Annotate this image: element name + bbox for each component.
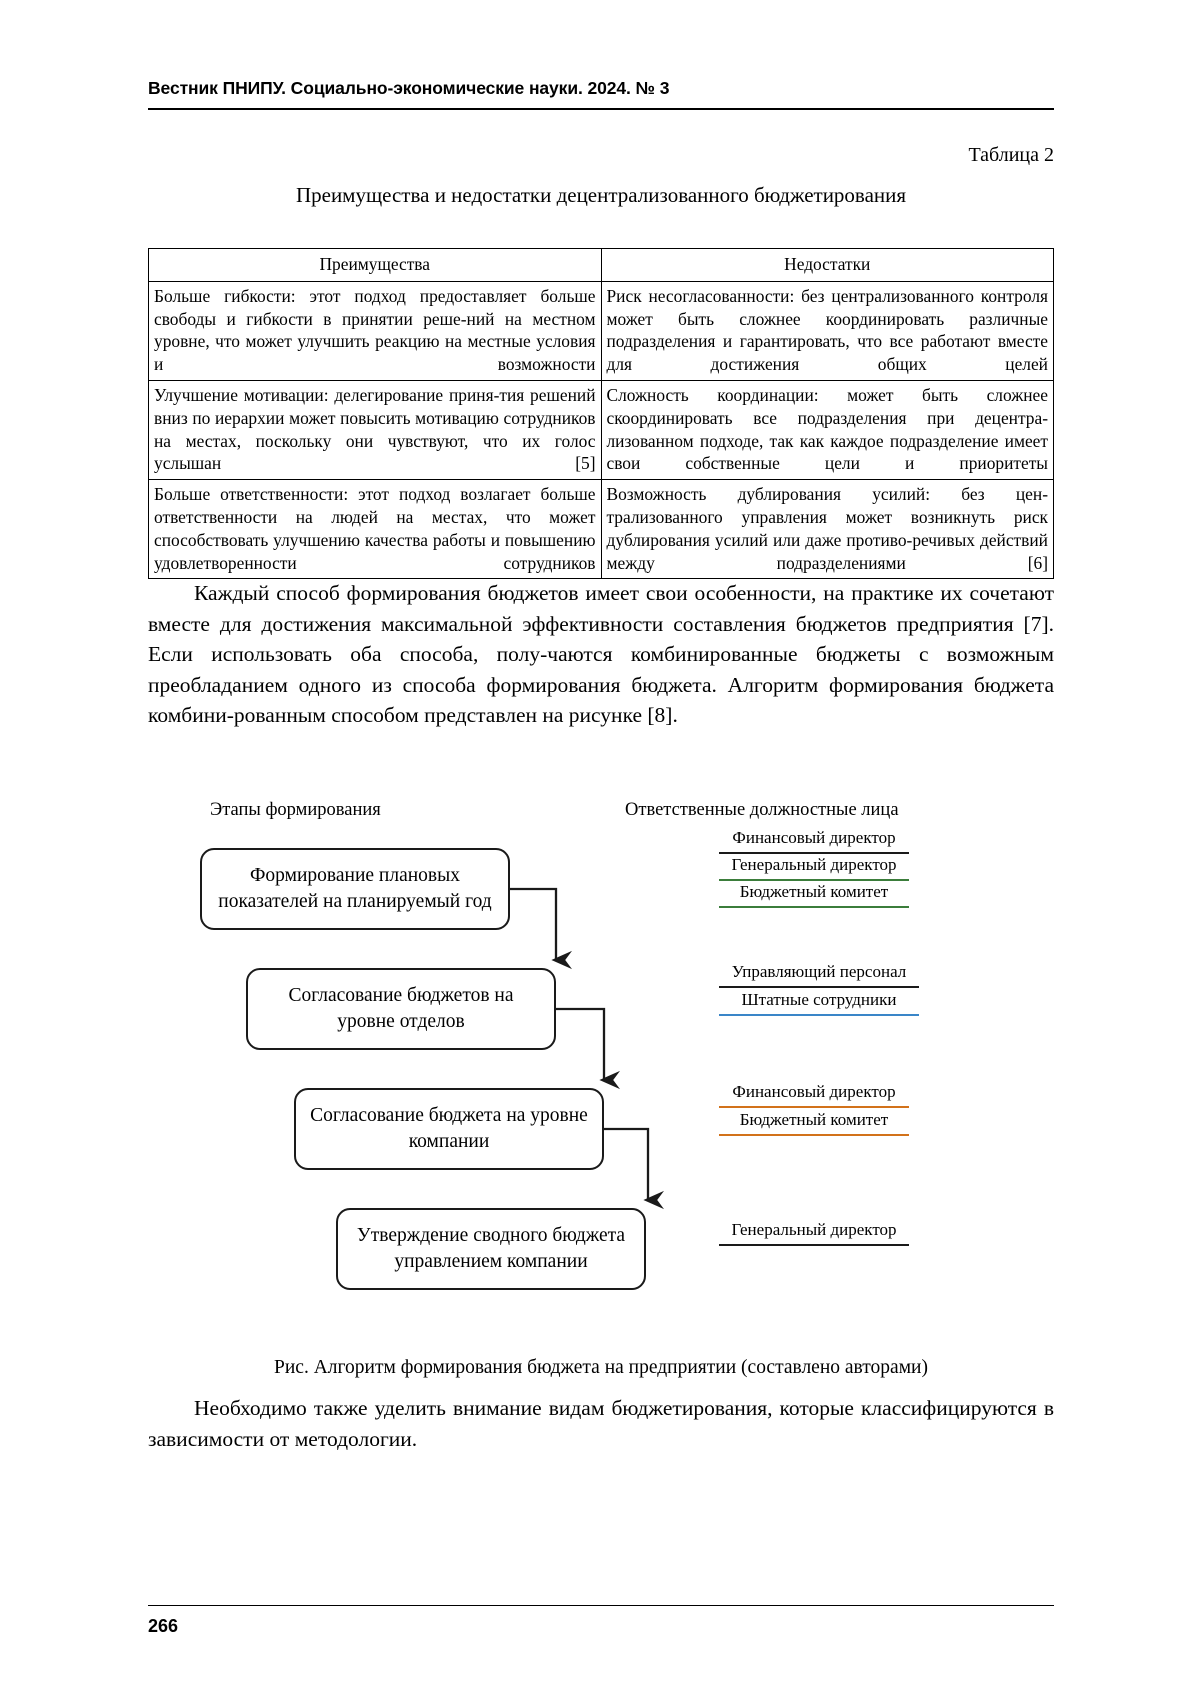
table-number: Таблица 2 (968, 144, 1054, 166)
table-header-row (149, 249, 1054, 282)
figure-caption: Рис. Алгоритм формирования бюджета на предприятии (составлено авторами) (274, 1357, 928, 1378)
flow-node-1: Формирование плановых показателей на планируемый год (200, 848, 510, 930)
table-row (149, 281, 1054, 380)
responsible-underline-2 (719, 879, 909, 881)
table-cell-disadvantage-3: Возможность дублирования усилий: без цен-трализованного управления может возникнуть риск дублирования усилий или даже противо-речивых действий между подразделениями [6] (601, 480, 1054, 579)
responsible-label-1: Финансовый директор (732, 828, 896, 847)
responsible-label-2: Генеральный директор (731, 855, 897, 874)
responsible-label-4: Управляющий персонал (731, 962, 907, 981)
figure-column-heading-responsible: Ответственные должностные лица (625, 800, 899, 820)
page-number: 266 (148, 1616, 179, 1636)
table-cell-advantage-2: Улучшение мотивации: делегирование приня-тия решений вниз по иерархии может повысить мотивацию сотрудников на местах, поскольку они чувствуют, что их голос услышан [5] (149, 380, 602, 479)
running-head-rule (148, 108, 1054, 110)
table-cell-advantage-3: Больше ответственности: этот подход возлагает больше ответственности на людей на местах, что может способствовать улучшению качества работы и повышению удовлетворенности сотрудников (149, 480, 602, 579)
comparison-table (148, 248, 1054, 579)
running-head: Вестник ПНИПУ. Социально-экономические науки. 2024. № 3 (148, 78, 670, 98)
table-cell-advantage-1: Больше гибкости: этот подход предоставляет больше свободы и гибкости в принятии реше-ний на местном уровне, что может улучшить реакцию на местные условия и возможности (149, 281, 602, 380)
responsible-underline-6 (719, 1106, 909, 1108)
body-paragraph-1: Каждый способ формирования бюджетов имеет свои особенности, на практике их сочетают вместе для достижения максимальной эффективности составления бюджетов предприятия [7]. Если использовать оба способа, полу-чаются комбинированные бюджеты с возможным преобладанием одного из способа формирования бюджета. Алгоритм формирования бюджета комбини-рованным способом представлен на рисунке [8]. (148, 581, 1054, 728)
responsible-underline-1 (719, 852, 909, 854)
flow-node-3: Согласование бюджета на уровне компании (294, 1088, 604, 1170)
footer-rule (148, 1605, 1054, 1606)
table-row (149, 480, 1054, 579)
flow-node-4: Утверждение сводного бюджета управлением компании (336, 1208, 646, 1290)
flow-node-2: Согласование бюджетов на уровне отделов (246, 968, 556, 1050)
responsible-label-3: Бюджетный комитет (739, 882, 889, 901)
table-cell-disadvantage-2: Сложность координации: может быть сложнее скоординировать все подразделения при децентра-лизованном подходе, так как каждое подразделение имеет свои собственные цели и приоритеты (601, 380, 1054, 479)
table-header-disadvantages: Недостатки (601, 249, 1054, 282)
table-title: Преимущества и недостатки децентрализованного бюджетирования (295, 183, 907, 207)
responsible-label-8: Генеральный директор (731, 1220, 897, 1239)
table-row (149, 380, 1054, 479)
table-cell-disadvantage-1: Риск несогласованности: без централизованного контроля может быть сложнее координировать различные подразделения и гарантировать, что все работают вместе для достижения общих целей (601, 281, 1054, 380)
body-paragraph-2: Необходимо также уделить внимание видам бюджетирования, которые классифицируются в зависимости от методологии. (148, 1396, 1054, 1451)
responsible-underline-7 (719, 1134, 909, 1136)
figure-column-heading-stages: Этапы формирования (210, 800, 381, 820)
responsible-underline-3 (719, 906, 909, 908)
responsible-label-6: Финансовый директор (732, 1082, 896, 1101)
table-header-advantages: Преимущества (149, 249, 602, 282)
responsible-underline-8 (719, 1244, 909, 1246)
algorithm-figure (148, 800, 1054, 1340)
responsible-label-7: Бюджетный комитет (739, 1110, 889, 1129)
responsible-label-5: Штатные сотрудники (741, 990, 897, 1009)
responsible-underline-4 (719, 986, 919, 988)
responsible-underline-5 (719, 1014, 919, 1016)
